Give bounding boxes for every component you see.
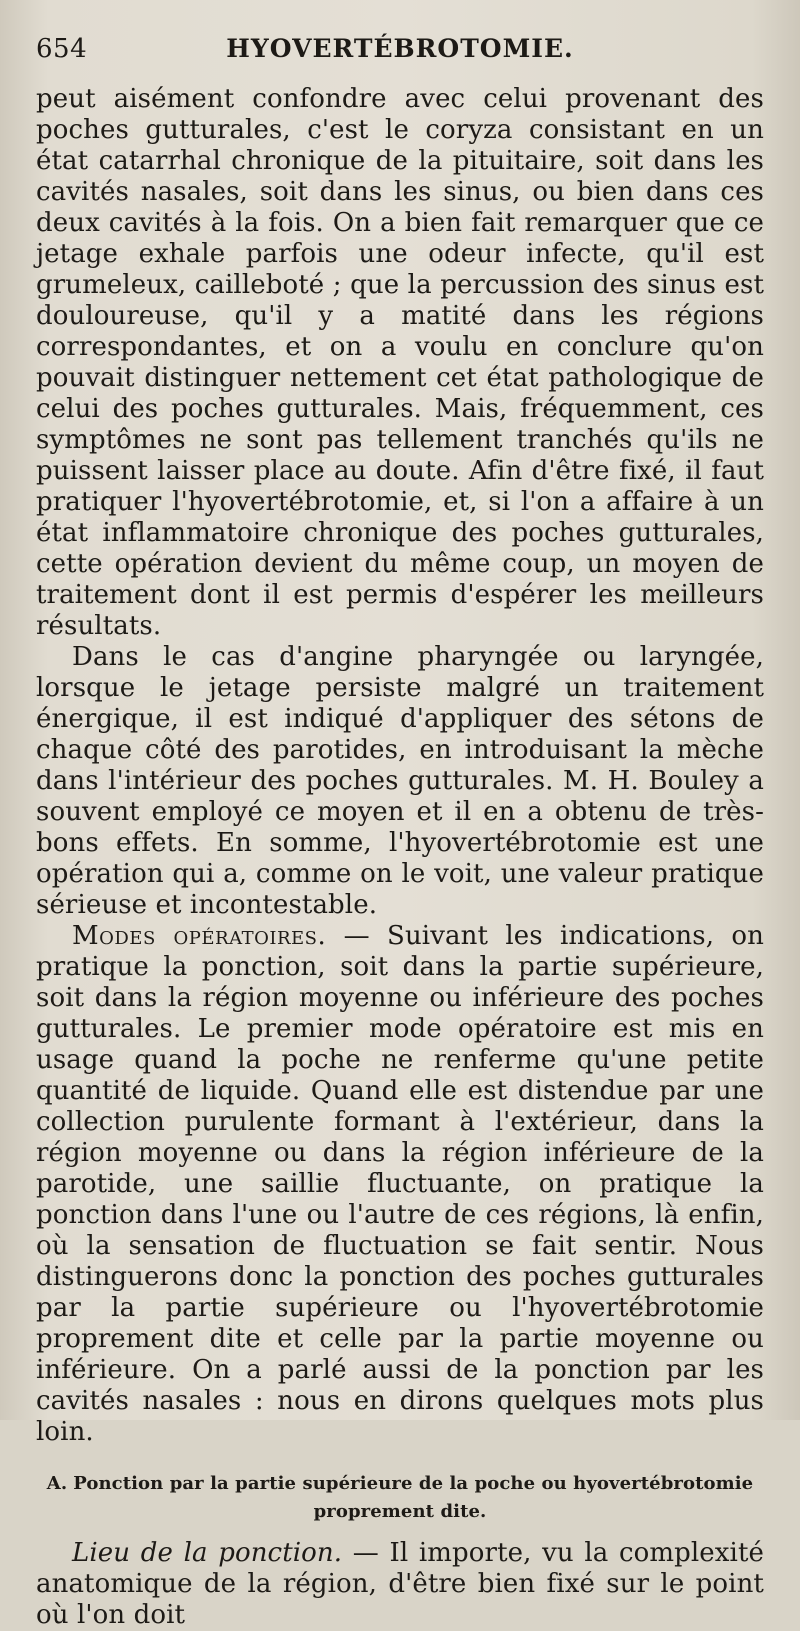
paragraph-coryza: peut aisément confondre avec celui provenant des poches gutturales, c'est le coryza consistant en un état catarrhal chronique de la pituitaire, soit dans les cavités nasales, soit dans les sinus, ou bien dans ces deux cavités à la fois. On a bien fait remarquer que ce jetage exhale parfois une odeur infecte, qu'il est grumeleux, cailleboté ; que la percussion des sinus est douloureuse, qu'il y a matité dans les régions correspondantes, et on a voulu en conclure qu'on pouvait distinguer nettement cet état pathologique de celui des poches gutturales. Mais, fréquemment, ces symptômes ne sont pas tellement tranchés qu'ils ne puissent laisser place au doute. Afin d'être fixé, il faut pratiquer l'hyovertébrotomie, et, si l'on a affaire à un état inflammatoire chronique des poches gutturales, cette opération devient du même coup, un moyen de traitement dont il est permis d'espérer les meilleurs résultats. bbox=[36, 84, 764, 641]
lieu-ponction-label: Lieu de la ponction. bbox=[72, 1538, 343, 1568]
paragraph-modes-operatoires bbox=[36, 921, 764, 1448]
section-heading bbox=[36, 1470, 764, 1526]
lieu-ponction-text: — Il importe, vu la complexité anatomique de la région, d'être bien fixé sur le point où l'on doit bbox=[36, 1538, 764, 1630]
page-number: 654 bbox=[36, 34, 88, 64]
section-heading-text: Ponction par la partie supérieure de la poche ou hyovertébrotomie proprement dite. bbox=[73, 1473, 754, 1522]
section-letter: A. bbox=[46, 1473, 68, 1494]
modes-operatoires-label: Modes opératoires. bbox=[72, 921, 327, 951]
paragraph-angine: Dans le cas d'angine pharyngée ou laryngée, lorsque le jetage persiste malgré un traitement énergique, il est indiqué d'appliquer des sétons de chaque côté des parotides, en introduisant la mèche dans l'intérieur des poches gutturales. M. H. Bouley a souvent employé ce moyen et il en a obtenu de très-bons effets. En somme, l'hyovertébrotomie est une opération qui a, comme on le voit, une valeur pratique sérieuse et incontestable. bbox=[36, 642, 764, 920]
paragraph-lieu-ponction bbox=[36, 1538, 764, 1631]
page-header bbox=[36, 28, 764, 68]
page-body bbox=[36, 84, 764, 1631]
modes-operatoires-text: — Suivant les indications, on pratique la ponction, soit dans la partie supérieure, soit dans la région moyenne ou inférieure des poches gutturales. Le premier mode opératoire est mis en usage quand la poche ne renferme qu'une petite quantité de liquide. Quand elle est distendue par une collection purulente formant à l'extérieur, dans la région moyenne ou dans la région inférieure de la parotide, une saillie fluctuante, on pratique la ponction dans l'une ou l'autre de ces régions, là enfin, où la sensation de fluctuation se fait sentir. Nous distinguerons donc la ponction des poches gutturales par la partie supérieure ou l'hyovertébrotomie proprement dite et celle par la partie moyenne ou inférieure. On a parlé aussi de la ponction par les cavités nasales : nous en dirons quelques mots plus loin. bbox=[36, 921, 764, 1447]
running-title: HYOVERTÉBROTOMIE. bbox=[226, 34, 574, 63]
